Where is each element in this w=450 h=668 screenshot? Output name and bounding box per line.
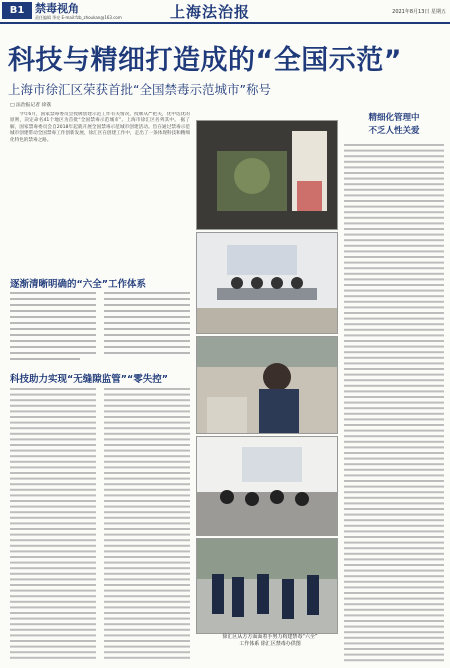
text-line [344, 155, 444, 157]
text-line [104, 584, 190, 586]
text-line [104, 550, 190, 552]
photo-community-worker-image [197, 337, 337, 433]
text-line [344, 502, 444, 504]
text-line [104, 556, 190, 558]
text-line [104, 455, 190, 457]
text-line [344, 284, 444, 286]
right-column-title-line-2: 不乏人性关爱 [368, 126, 420, 136]
text-line [344, 564, 444, 566]
photo-cannabis-exhibit [196, 120, 338, 230]
text-line [344, 194, 444, 196]
right-column-title [346, 112, 442, 138]
text-line [104, 522, 190, 524]
text-line [10, 573, 96, 575]
text-line [104, 646, 190, 648]
issue-date: 2021年8月13日 星期五 [392, 9, 446, 15]
text-line [344, 480, 444, 482]
text-line [104, 562, 190, 564]
text-line [344, 306, 444, 308]
text-line [104, 606, 190, 608]
text-line [104, 506, 190, 508]
text-line [344, 172, 444, 174]
text-line [10, 472, 96, 474]
text-line [10, 657, 96, 659]
text-line [344, 586, 444, 588]
text-line [344, 340, 444, 342]
text-line [104, 494, 190, 496]
text-line [344, 211, 444, 213]
text-line [344, 525, 444, 527]
text-line [104, 629, 190, 631]
text-line [10, 405, 96, 407]
text-line [10, 528, 96, 530]
text-line [344, 273, 444, 275]
text-line [344, 469, 444, 471]
text-line [344, 161, 444, 163]
text-line [344, 435, 444, 437]
text-line [344, 441, 444, 443]
text-line [10, 399, 96, 401]
text-line [10, 612, 96, 614]
text-line [344, 581, 444, 583]
text-line [344, 329, 444, 331]
right-column-text [344, 144, 444, 664]
text-line [344, 575, 444, 577]
text-line [10, 506, 96, 508]
text-line [10, 545, 96, 547]
text-line [10, 522, 96, 524]
text-line [344, 463, 444, 465]
text-line [344, 603, 444, 605]
text-line [344, 385, 444, 387]
text-line [104, 595, 190, 597]
text-line [344, 497, 444, 499]
text-line [10, 517, 96, 519]
photo-community-worker [196, 336, 338, 434]
section-title-tech: 科技助力实现“无缝隙监管”“零失控” [10, 374, 168, 385]
text-line [344, 396, 444, 398]
text-line [10, 629, 96, 631]
text-line [344, 407, 444, 409]
text-line [104, 472, 190, 474]
text-line [104, 657, 190, 659]
text-line [10, 634, 96, 636]
text-line [104, 399, 190, 401]
text-line [104, 534, 190, 536]
text-line [344, 446, 444, 448]
text-line [344, 530, 444, 532]
text-line [10, 539, 96, 541]
text-line [104, 405, 190, 407]
text-line [344, 458, 444, 460]
text-line [344, 631, 444, 633]
text-line [344, 362, 444, 364]
text-line [344, 150, 444, 152]
text-line [104, 427, 190, 429]
text-line [344, 553, 444, 555]
text-line [10, 438, 96, 440]
text-line [10, 433, 96, 435]
text-line [344, 228, 444, 230]
text-line [344, 346, 444, 348]
text-line [344, 514, 444, 516]
text-line [344, 301, 444, 303]
text-line [344, 536, 444, 538]
text-line [104, 618, 190, 620]
text-line [104, 567, 190, 569]
text-line [344, 474, 444, 476]
text-line [10, 410, 96, 412]
text-line [344, 413, 444, 415]
text-line [344, 334, 444, 336]
text-line [10, 534, 96, 536]
text-line [344, 368, 444, 370]
text-line [344, 598, 444, 600]
body-text-block-2 [10, 388, 190, 664]
text-line [104, 433, 190, 435]
text-line [344, 491, 444, 493]
body-text-block [10, 292, 190, 367]
right-column-title-line-1: 精细化管理中 [368, 113, 420, 123]
text-line [344, 295, 444, 297]
text-line [344, 245, 444, 247]
text-line [10, 500, 96, 502]
photo-caption-line-1: 徐汇区从方方面面着手努力构建禁毒“六全” [222, 634, 318, 640]
photo-meeting-room-image [197, 233, 337, 333]
text-line [104, 422, 190, 424]
photo-training-session [196, 436, 338, 536]
text-line [104, 590, 190, 592]
text-line [10, 494, 96, 496]
text-line [104, 528, 190, 530]
text-line [10, 640, 96, 642]
text-line [344, 357, 444, 359]
text-line [104, 483, 190, 485]
text-line [344, 620, 444, 622]
text-line [10, 651, 96, 653]
text-line [344, 222, 444, 224]
text-line [344, 256, 444, 258]
headline: 科技与精细打造成的“全国示范” [8, 45, 402, 76]
text-line [104, 444, 190, 446]
text-line [104, 466, 190, 468]
photo-training-session-image [197, 437, 337, 535]
text-line [10, 478, 96, 480]
text-line [344, 402, 444, 404]
text-line [344, 200, 444, 202]
text-line [344, 648, 444, 650]
text-line [344, 189, 444, 191]
text-line [344, 239, 444, 241]
text-line [104, 438, 190, 440]
text-line [344, 318, 444, 320]
newspaper-masthead: 上海法治报 [170, 3, 251, 21]
text-line [344, 547, 444, 549]
text-line [10, 595, 96, 597]
text-line [344, 626, 444, 628]
text-line [10, 461, 96, 463]
text-line [344, 379, 444, 381]
text-line [10, 562, 96, 564]
section-title-six-all: 逐渐清晰明确的“六全”工作体系 [10, 279, 146, 290]
text-line [10, 388, 96, 390]
lead-paragraph: 今年6月，国家禁毒委员会授牌创建示范工作有关情况，授牌从严把关，优中选优的原则，决定命名41个地区为首批“全国禁毒示范城市”。上海市徐汇区名列其中。 据了解，国家禁毒委员会自2018年起就开展全国禁毒示范城市创建活动。旨在通过禁毒示范城市创建带动全国禁毒工作创新发展，徐汇区在创建工作中，走出了一条体现科技和精细化特色的禁毒之路。 [10, 112, 190, 143]
text-line [104, 394, 190, 396]
text-line [10, 394, 96, 396]
text-line [104, 500, 190, 502]
text-line [10, 550, 96, 552]
text-line [10, 450, 96, 452]
text-line [344, 642, 444, 644]
text-line [10, 416, 96, 418]
editor-line: 责任编辑 季亮 E-mail:fzb_zhoukan@163.com [35, 15, 122, 20]
text-line [344, 430, 444, 432]
text-line [104, 573, 190, 575]
text-line [344, 558, 444, 560]
text-line [344, 452, 444, 454]
text-line [104, 578, 190, 580]
text-line [344, 183, 444, 185]
text-line [344, 323, 444, 325]
text-line [10, 590, 96, 592]
text-line [344, 312, 444, 314]
text-line [104, 640, 190, 642]
text-line [10, 455, 96, 457]
text-line [104, 539, 190, 541]
text-line [344, 351, 444, 353]
text-line [344, 144, 444, 146]
text-line [344, 508, 444, 510]
text-line [344, 250, 444, 252]
text-line [10, 444, 96, 446]
text-line [344, 290, 444, 292]
text-line [104, 478, 190, 480]
text-line [10, 646, 96, 648]
photo-meeting-room [196, 232, 338, 334]
text-line [104, 461, 190, 463]
text-line [10, 427, 96, 429]
text-line [104, 634, 190, 636]
text-line [344, 278, 444, 280]
text-line [104, 623, 190, 625]
text-line [344, 390, 444, 392]
text-line [344, 654, 444, 656]
text-line [10, 483, 96, 485]
text-line [104, 410, 190, 412]
photo-caption-line-2: 工作体系 徐汇区禁毒办供图 [239, 641, 301, 647]
text-line [344, 262, 444, 264]
text-line [104, 416, 190, 418]
text-line [344, 166, 444, 168]
text-line [344, 592, 444, 594]
text-line [104, 601, 190, 603]
text-line [10, 489, 96, 491]
text-line [344, 570, 444, 572]
text-line [344, 614, 444, 616]
text-line [104, 612, 190, 614]
page-number: B1 [2, 2, 32, 19]
text-line [10, 584, 96, 586]
text-line [10, 606, 96, 608]
photo-outdoor-event-image [197, 539, 337, 633]
text-line [10, 578, 96, 580]
text-line [344, 374, 444, 376]
text-line [10, 466, 96, 468]
text-line [344, 217, 444, 219]
photo-caption [204, 634, 336, 648]
text-line [344, 178, 444, 180]
text-line [344, 486, 444, 488]
text-line [10, 567, 96, 569]
text-line [344, 234, 444, 236]
text-line [104, 517, 190, 519]
text-line [104, 450, 190, 452]
text-line [10, 422, 96, 424]
subheadline: 上海市徐汇区荣获首批“全国禁毒示范城市”称号 [8, 82, 271, 97]
byline: □ 法治报记者 徐荔 [10, 103, 52, 108]
photo-outdoor-event [196, 538, 338, 634]
text-line [344, 206, 444, 208]
text-line [344, 519, 444, 521]
text-line [104, 545, 190, 547]
text-line [10, 511, 96, 513]
text-line [344, 418, 444, 420]
text-line [10, 623, 96, 625]
text-line [10, 618, 96, 620]
text-line [344, 424, 444, 426]
photo-cannabis-exhibit-image [197, 121, 337, 229]
text-line [344, 659, 444, 661]
text-line [344, 267, 444, 269]
text-line [10, 556, 96, 558]
text-line [104, 651, 190, 653]
text-line [344, 609, 444, 611]
text-line [344, 637, 444, 639]
text-line [104, 388, 190, 390]
text-line [10, 601, 96, 603]
text-line [344, 542, 444, 544]
text-line [104, 511, 190, 513]
section-title: 禁毒视角 [35, 2, 79, 15]
text-line [104, 489, 190, 491]
